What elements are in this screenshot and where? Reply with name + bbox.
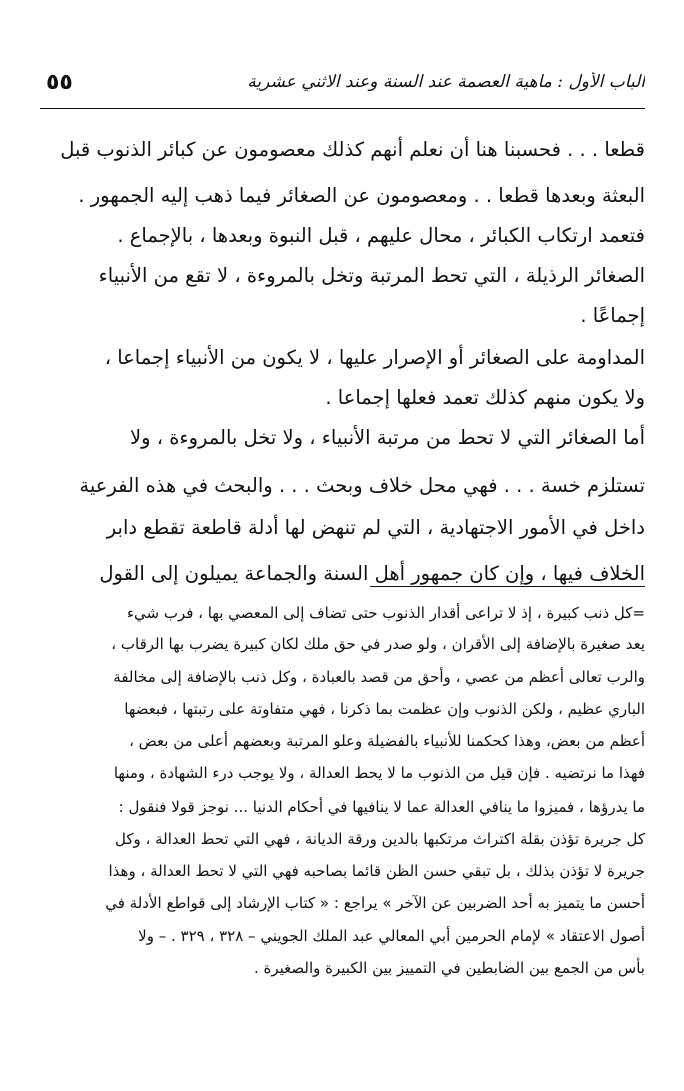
text-line: قطعا . . . فحسبنا هنا أن نعلم أنهم كذلك معصومون عن كبائر الذنوب قبل — [60, 138, 645, 161]
footnote-line: أصول الاعتقاد » لإمام الحرمين أبي المعالي عبد الملك الجويني – ٣٢٨ ، ٣٢٩ . – ولا — [138, 927, 645, 945]
footnote-line: ما يدرؤها ، فميزوا ما ينافي العدالة عما لا ينافيها في أحكام الدنيا ... نوجز قولا فنقول : — [118, 798, 645, 816]
footnote-divider — [370, 586, 645, 587]
text-line: أما الصغائر التي لا تحط من مرتبة الأنبياء ، ولا تخل بالمروءة ، ولا — [129, 426, 645, 449]
text-line: إجماعًا . — [580, 304, 645, 327]
footnote-line: =كل ذنب كبيرة ، إذ لا تراعى أقدار الذنوب حتى تضاف إلى المعصي بها ، فرب شيء — [126, 604, 645, 622]
page-header — [40, 66, 645, 106]
footnote-line: يعد صغيرة بالإضافة إلى الأقران ، ولو صدر في حق ملك لكان كبيرة يضرب بها الرقاب ، — [111, 635, 645, 653]
footnote-line: أعظم من بعض، وهذا كحكمنا للأنبياء بالفضيلة وعلو المرتبة وبعضهم أعلى من بعض ، — [129, 732, 645, 750]
text-line: المداومة على الصغائر أو الإصرار عليها ، لا يكون من الأنبياء إجماعا ، — [104, 346, 645, 369]
footnote-line: فهذا ما نرتضيه . فإن قيل من الذنوب ما لا يحط العدالة ، ولا يوجب درء الشهادة ، ومنها — [113, 764, 645, 782]
footnote-line: جريرة لا تؤذن بذلك ، بل تبقي حسن الظن قائما بصاحبه فهي التي لا تحط العدالة ، وهذا — [108, 862, 645, 880]
footnote-line: بأس من الجمع بين الضابطين في التمييز بين الكبيرة والصغيرة . — [253, 959, 645, 977]
header-divider — [40, 108, 645, 109]
footnote-line: أحسن ما يتميز به أحد الضربين عن الآخر » يراجع : « كتاب الإرشاد إلى قواطع الأدلة في — [105, 894, 645, 912]
text-line: فتعمد ارتكاب الكبائر ، محال عليهم ، قبل النبوة وبعدها ، بالإجماع . — [117, 224, 645, 247]
text-line: الصغائر الرذيلة ، التي تحط المرتبة وتخل بالمروءة ، لا تقع من الأنبياء — [98, 264, 645, 287]
page-number: ٥٥ — [46, 70, 73, 95]
running-title: الباب الأول : ماهية العصمة عند السنة وعند الاثني عشرية — [247, 72, 645, 92]
text-line: ولا يكون منهم كذلك تعمد فعلها إجماعا . — [325, 386, 645, 409]
footnote-line: الباري عظيم ، ولكن الذنوب وإن عظمت بما ذكرنا ، فهي متفاوتة على رتبتها ، فبعضها — [124, 700, 645, 718]
footnote-line: كل جريرة تؤذن بقلة اكتراث مرتكبها بالدين ورقة الديانة ، فهي التي تحط العدالة ، وكل — [114, 830, 645, 848]
text-line: البعثة وبعدها قطعا . . ومعصومون عن الصغائر فيما ذهب إليه الجمهور . — [78, 184, 645, 207]
text-line: الخلاف فيها ، وإن كان جمهور أهل السنة والجماعة يميلون إلى القول — [99, 562, 645, 585]
text-line: تستلزم خسة . . . فهي محل خلاف وبحث . . . والبحث في هذه الفرعية — [79, 474, 645, 497]
text-line: داخل في الأمور الاجتهادية ، التي لم تنهض لها أدلة قاطعة تقطع دابر — [106, 516, 645, 539]
footnote-line: والرب تعالى أعظم من عصي ، وأحق من قصد بالعبادة ، وكل ذنب بالإضافة إلى مخالفة — [113, 668, 645, 686]
